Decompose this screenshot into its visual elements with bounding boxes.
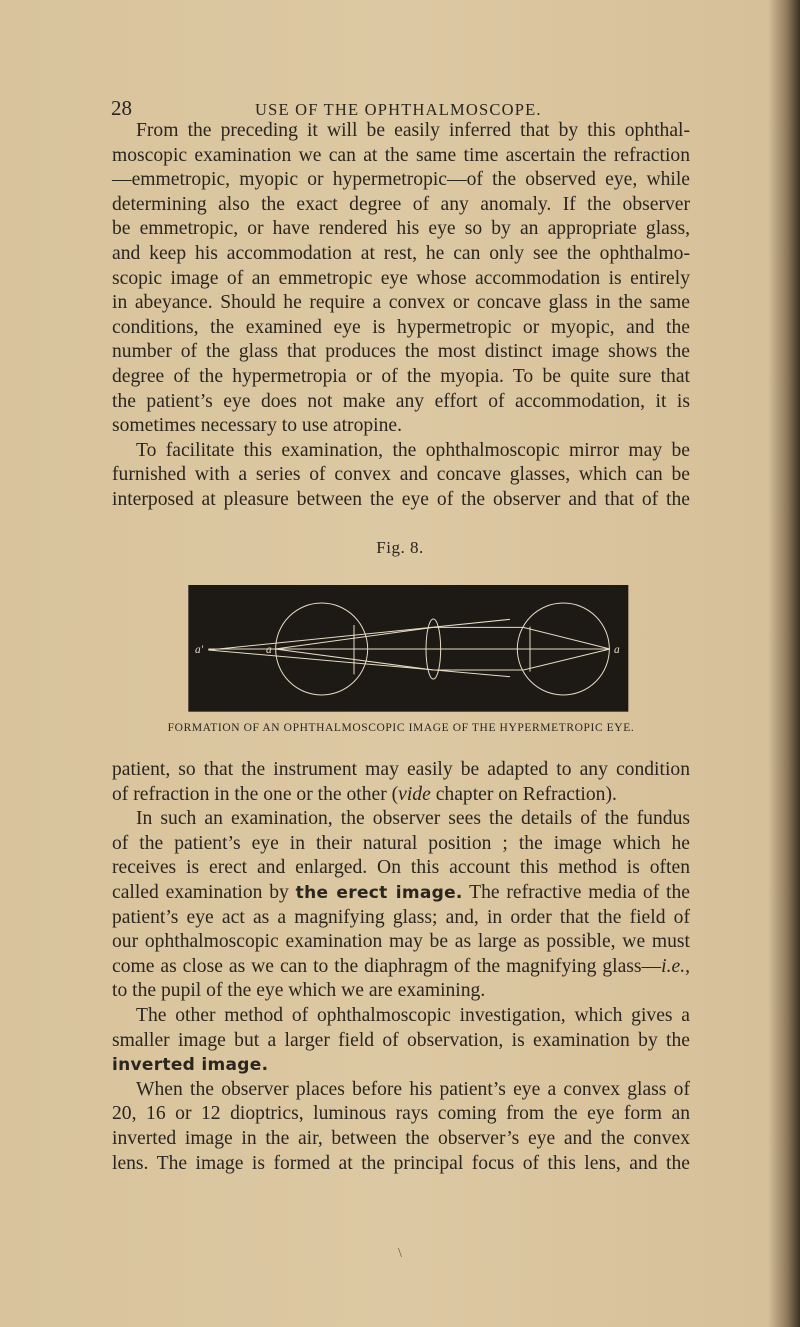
text-segment: moscopic examination we can at the same time ascertain the refraction	[112, 144, 690, 166]
text-line	[112, 242, 690, 267]
text-line	[112, 144, 690, 169]
text-segment: scopic image of an emmetropic eye whose accommodation is entirely	[112, 267, 690, 289]
label-a-left: a	[266, 644, 272, 656]
text-segment: lens. The image is formed at the principal focus of this lens, and the	[112, 1152, 690, 1174]
text-line	[112, 856, 690, 881]
text-segment: of refraction in the one or the other (	[112, 783, 399, 805]
text-line	[112, 1152, 690, 1177]
text-line	[112, 439, 690, 464]
text-line	[112, 955, 690, 980]
text-segment: come as close as we can to the diaphragm of the magnifying glass—	[112, 955, 662, 977]
text-line	[112, 390, 690, 415]
text-line	[112, 365, 690, 390]
text-segment: sometimes necessary to use atropine.	[112, 415, 403, 437]
italic-text: i.e.,	[661, 955, 690, 977]
text-segment: When the observer places before his patient’s eye a convex glass of	[136, 1078, 690, 1100]
figure-hypermetropic-eye-diagram	[180, 575, 630, 715]
text-block-top	[112, 119, 690, 513]
label-a-right: a	[614, 644, 620, 656]
text-line	[112, 1004, 690, 1029]
text-line	[112, 193, 690, 218]
text-segment: our ophthalmoscopic examination may be as large as possible, we must	[112, 931, 690, 953]
text-segment: called examination by	[112, 881, 296, 903]
text-segment: chapter on Refraction).	[430, 783, 617, 805]
italic-text: vide	[398, 783, 431, 805]
text-segment: smaller image but a larger field of observation, is examination by the	[112, 1029, 690, 1051]
text-line	[112, 1029, 690, 1054]
running-title: USE OF THE OPHTHALMOSCOPE.	[255, 100, 542, 119]
text-line	[112, 832, 690, 857]
text-line	[112, 488, 690, 513]
text-segment: of the patient’s eye in their natural position ; the image which he	[112, 832, 690, 854]
text-line	[112, 783, 690, 808]
text-line	[112, 807, 690, 832]
text-segment: determining also the exact degree of any anomaly. If the observer	[112, 193, 690, 215]
text-segment: From the preceding it will be easily inferred that by this ophthal-	[136, 120, 690, 141]
text-line	[112, 414, 690, 439]
text-block-bottom	[112, 758, 690, 1176]
text-segment: To facilitate this examination, the ophthalmoscopic mirror may be	[136, 439, 690, 461]
text-line	[112, 758, 690, 783]
text-line	[112, 316, 690, 341]
text-segment: In such an examination, the observer sees the details of the fundus	[136, 808, 690, 830]
text-segment: interposed at pleasure between the eye of the observer and that of the	[112, 488, 690, 510]
text-line	[112, 217, 690, 242]
text-line	[112, 1053, 690, 1078]
text-segment: conditions, the examined eye is hypermetropic or myopic, and the	[112, 316, 690, 338]
label-a-prime: a'	[195, 644, 204, 656]
text-line	[112, 267, 690, 292]
text-line	[112, 1127, 690, 1152]
emphasis-text: inverted image.	[112, 1055, 269, 1076]
text-segment: patient, so that the instrument may easily be adapted to any condition	[112, 759, 690, 780]
text-line	[112, 168, 690, 193]
text-segment: degree of the hypermetropia or of the myopia. To be quite sure that	[112, 365, 690, 387]
text-segment: be emmetropic, or have rendered his eye so by an appropriate glass,	[112, 218, 690, 240]
text-segment: to the pupil of the eye which we are examining.	[112, 980, 486, 1002]
figure-background	[188, 585, 628, 712]
text-segment: and keep his accommodation at rest, he can only see the ophthalmo-	[112, 242, 690, 264]
text-segment: number of the glass that produces the most distinct image shows the	[112, 341, 690, 363]
emphasis-text: the erect image.	[295, 882, 463, 903]
text-line	[112, 979, 690, 1004]
text-segment: The refractive media of the	[462, 881, 690, 903]
text-segment: The other method of ophthalmoscopic investigation, which gives a	[136, 1004, 690, 1026]
figure-label: Fig. 8.	[376, 538, 424, 557]
text-segment: —emmetropic, myopic or hypermetropic—of the observed eye, while	[112, 169, 690, 191]
figure-caption: FORMATION OF AN OPHTHALMOSCOPIC IMAGE OF THE HYPERMETROPIC EYE.	[167, 722, 635, 734]
text-segment: in abeyance. Should he require a convex or concave glass in the same	[112, 292, 690, 314]
text-segment: inverted image in the air, between the observer’s eye and the convex	[112, 1127, 690, 1149]
text-segment: receives is erect and enlarged. On this account this method is often	[112, 857, 690, 879]
page-number: 28	[111, 96, 132, 120]
text-line	[112, 1102, 690, 1127]
text-segment: the patient’s eye does not make any effort of accommodation, it is	[112, 390, 690, 412]
text-line	[112, 1078, 690, 1103]
text-segment: patient’s eye act as a magnifying glass; and, in order that the field of	[112, 906, 690, 928]
text-line	[112, 906, 690, 931]
text-line	[112, 119, 690, 144]
text-line	[112, 291, 690, 316]
text-line	[112, 340, 690, 365]
text-line	[112, 930, 690, 955]
text-segment: 20, 16 or 12 dioptrics, luminous rays coming from the eye form an	[112, 1103, 690, 1125]
text-segment: furnished with a series of convex and concave glasses, which can be	[112, 464, 690, 486]
text-line	[112, 463, 690, 488]
page-mark: \	[398, 1246, 402, 1261]
text-line	[112, 881, 690, 906]
